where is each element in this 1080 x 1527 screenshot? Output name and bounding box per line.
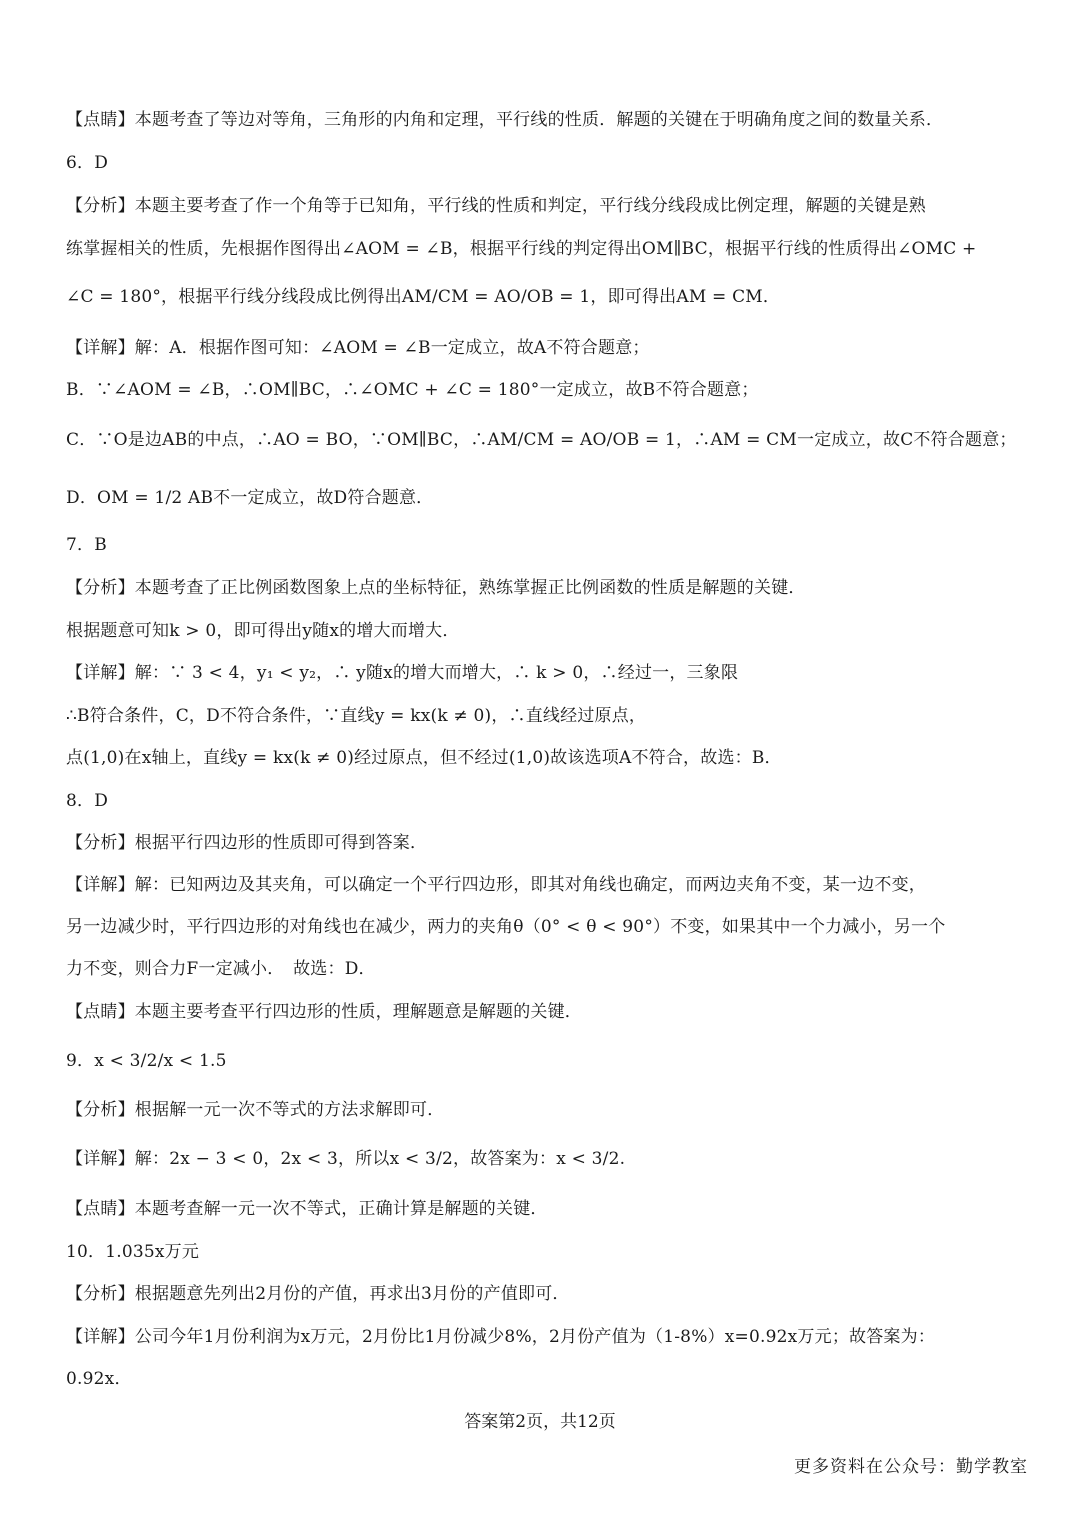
text-line: 【详解】解：∵ 3 < 4，y₁ < y₂，∴ y随x的增大而增大，∴ k > 0，∴经过一，三象限 (66, 663, 739, 683)
text-line: 【点睛】本题考查了等边对等角，三角形的内角和定理，平行线的性质．解题的关键在于明确角度之间的数量关系． (66, 110, 944, 130)
text-line: 【详解】解：2x − 3 < 0，2x < 3，所以x < 3/2，故答案为：x < 3/2. (66, 1149, 626, 1169)
answer-heading: 8．D (66, 791, 109, 811)
text-line: 另一边减少时，平行四边形的对角线也在减少，两力的夹角θ（0° < θ < 90°）不变，如果其中一个力减小，另一个 (66, 917, 946, 937)
text-line: D．OM = 1/2 AB不一定成立，故D符合题意． (66, 488, 434, 508)
answer-heading: 9．x < 3/2/x < 1.5 (66, 1051, 227, 1071)
text-line: 【分析】根据解一元一次不等式的方法求解即可． (66, 1100, 445, 1120)
watermark-text: 更多资料在公众号：勤学教室 (794, 1457, 1028, 1477)
answer-heading: 6．D (66, 153, 109, 173)
text-line: 力不变，则合力F一定减小． 故选：D． (66, 959, 376, 979)
text-line: 点(1,0)在x轴上，直线y = kx(k ≠ 0)经过原点，但不经过(1,0)故该选项A不符合，故选：B． (66, 748, 782, 768)
text-line: 【分析】根据题意先列出2月份的产值，再求出3月份的产值即可． (66, 1284, 570, 1304)
text-line: C．∵O是边AB的中点，∴AO = BO，∵OM∥BC，∴AM/CM = AO/OB = 1，∴AM = CM一定成立，故C不符合题意； (66, 430, 1017, 450)
text-line: 根据题意可知k > 0，即可得出y随x的增大而增大． (66, 621, 460, 641)
text-line: 【分析】根据平行四边形的性质即可得到答案． (66, 833, 428, 853)
text-line: 【分析】本题主要考查了作一个角等于已知角，平行线的性质和判定，平行线分线段成比例定理，解题的关键是熟 (66, 196, 926, 216)
text-line: 【详解】解：已知两边及其夹角，可以确定一个平行四边形，即其对角线也确定，而两边夹角不变，某一边不变， (66, 875, 926, 895)
text-line: 【分析】本题考查了正比例函数图象上点的坐标特征，熟练掌握正比例函数的性质是解题的关键． (66, 578, 806, 598)
text-line: 【详解】公司今年1月份利润为x万元，2月份比1月份减少8%，2月份产值为（1-8%）x=0.92x万元；故答案为： (66, 1327, 936, 1347)
text-line: 【详解】解：A．根据作图可知：∠AOM = ∠B一定成立，故A不符合题意； (66, 338, 650, 358)
answer-heading: 7．B (66, 535, 107, 555)
text-line: ∠C = 180°，根据平行线分线段成比例得出AM/CM = AO/OB = 1，即可得出AM = CM． (66, 287, 781, 307)
text-line: B．∵∠AOM = ∠B，∴OM∥BC，∴∠OMC + ∠C = 180°一定成立，故B不符合题意； (66, 380, 759, 400)
text-line: 练掌握相关的性质，先根据作图得出∠AOM = ∠B，根据平行线的判定得出OM∥BC，根据平行线的性质得出∠OMC + (66, 239, 977, 259)
text-line: 【点睛】本题考查解一元一次不等式，正确计算是解题的关键． (66, 1199, 548, 1219)
page-footer: 答案第2页，共12页 (464, 1412, 616, 1432)
text-line: 【点睛】本题主要考查平行四边形的性质，理解题意是解题的关键． (66, 1002, 582, 1022)
text-line: 0.92x． (66, 1369, 132, 1389)
answer-heading: 10．1.035x万元 (66, 1242, 200, 1262)
text-line: ∴B符合条件，C，D不符合条件，∵直线y = kx(k ≠ 0)，∴直线经过原点， (66, 706, 647, 726)
